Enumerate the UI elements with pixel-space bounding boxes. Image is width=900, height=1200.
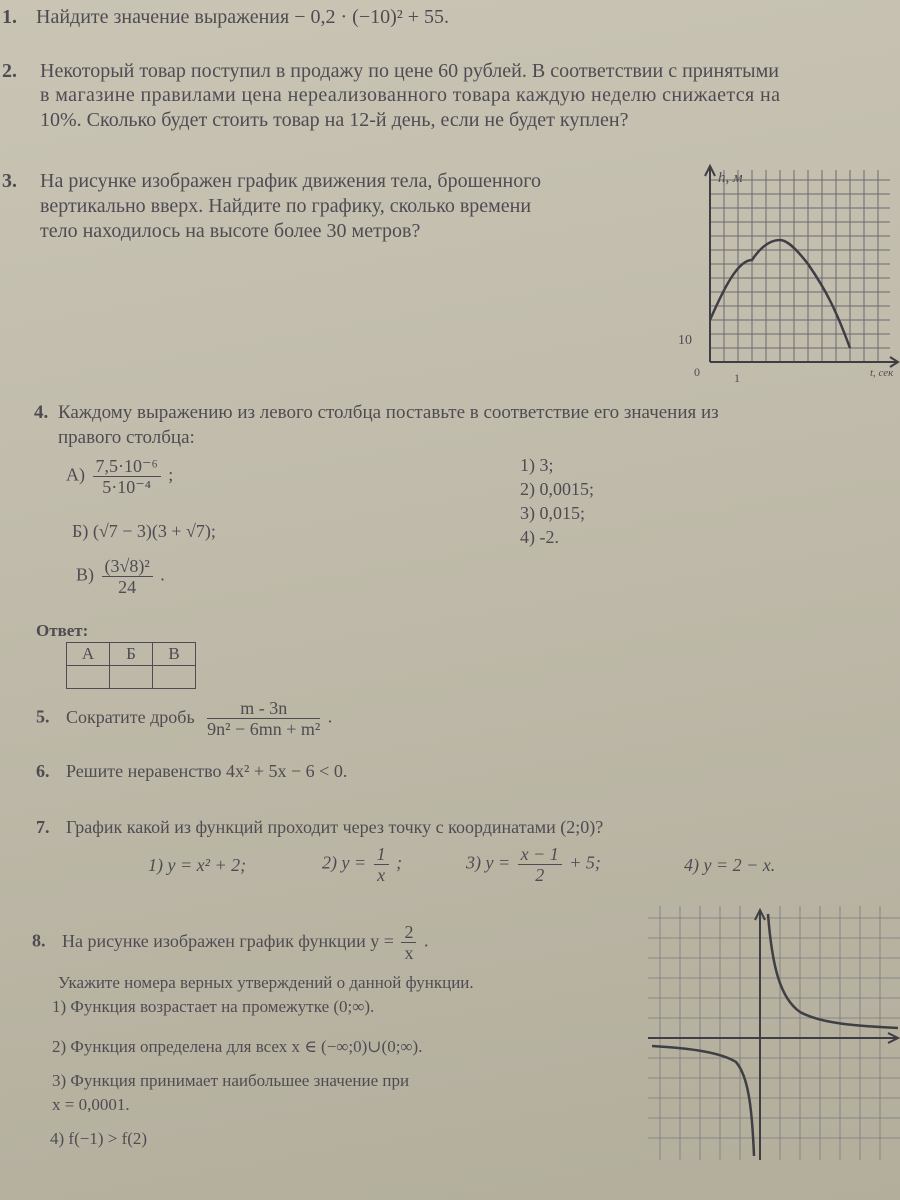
question-text: График какой из функций проходит через точку с координатами (2;0)?	[66, 817, 604, 837]
graph-axes	[648, 910, 898, 1160]
option-3: 3) 0,015;	[520, 503, 585, 523]
graph-x-label: t, сек	[870, 367, 894, 379]
graph-y-tick: 10	[678, 333, 692, 348]
graph-axes	[705, 166, 898, 367]
option-prefix: 2) y =	[322, 852, 367, 873]
expression-a	[66, 456, 173, 497]
question-number: 8.	[32, 930, 46, 951]
option-prefix: 3) y =	[466, 852, 511, 873]
option-end: + 5;	[569, 852, 601, 873]
fraction-numerator: m - 3n	[207, 698, 320, 719]
option-end: ;	[396, 852, 403, 873]
question-3	[2, 168, 17, 194]
question-text-line: вертикально вверх. Найдите по графику, сколько времени	[40, 195, 532, 217]
graph-origin: 0	[694, 365, 700, 379]
expression-label: А)	[66, 464, 85, 485]
fraction	[102, 556, 153, 597]
question-6	[36, 758, 347, 784]
expression-label: Б)	[72, 521, 89, 541]
option-2	[322, 844, 402, 885]
question-2	[2, 58, 17, 84]
option-4: 4) y = 2 − x.	[684, 855, 776, 875]
statement-line: Укажите номера верных утверждений о данной функции.	[58, 973, 474, 992]
option-3	[466, 844, 601, 885]
height-time-graph	[676, 160, 900, 385]
fraction-numerator: (3√8)²	[102, 556, 153, 577]
fraction-denominator: x	[404, 943, 414, 963]
question-text-line: правого столбца:	[58, 427, 195, 448]
question-text-line: тело находилось на высоте более 30 метров?	[40, 220, 421, 242]
option-1: 1) y = x² + 2;	[148, 855, 247, 875]
expression-end: .	[327, 706, 333, 727]
answer-header-c: В	[153, 643, 196, 666]
question-5	[36, 698, 332, 739]
option-4: 4) -2.	[520, 527, 559, 547]
fraction-denominator: 9n² − 6mn + m²	[207, 719, 321, 739]
expression-end: .	[160, 564, 165, 585]
question-number: 7.	[36, 817, 50, 837]
option-1: 1) 3;	[520, 455, 554, 475]
answer-cell-a[interactable]	[67, 666, 110, 689]
graph-x-tick: 1	[734, 371, 740, 385]
fraction-numerator: 7,5·10⁻⁶	[93, 456, 161, 477]
question-8	[32, 922, 428, 963]
option-2: 2) 0,0015;	[520, 479, 594, 499]
expression-label: В)	[76, 564, 94, 585]
hyperbola-graph	[648, 906, 900, 1160]
graph-grid	[710, 170, 890, 362]
question-text: Сократите дробь	[66, 706, 195, 727]
question-text-line: На рисунке изображен график движения тела, брошенного	[40, 170, 541, 192]
fraction	[518, 844, 562, 885]
question-number: 3.	[2, 170, 17, 192]
statement-line: 1) Функция возрастает на промежутке (0;∞).	[52, 997, 375, 1016]
question-1	[2, 4, 449, 30]
answer-cell-b[interactable]	[110, 666, 153, 689]
question-text: Найдите значение выражения − 0,2 · (−10)² + 55.	[36, 6, 450, 28]
statement-line: x = 0,0001.	[52, 1095, 130, 1114]
fraction	[207, 698, 320, 739]
graph-y-label: h, м	[718, 170, 743, 186]
expression-body: (√7 − 3)(3 + √7);	[92, 521, 216, 541]
statement-line: 3) Функция принимает наибольшее значение при	[52, 1071, 410, 1090]
fraction-denominator: x	[377, 865, 386, 885]
fraction-denominator: 5·10⁻⁴	[102, 477, 152, 497]
fraction-denominator: 24	[118, 577, 137, 597]
hyperbola-right-branch	[768, 914, 898, 1028]
question-number: 1.	[2, 6, 17, 28]
expression-end: .	[423, 930, 429, 951]
answer-label: Ответ:	[36, 621, 89, 640]
question-text-line: Каждому выражению из левого столбца поставьте в соответствие его значения из	[58, 402, 719, 423]
statement-line: 2) Функция определена для всех x ∈ (−∞;0)∪(0;∞).	[52, 1037, 423, 1056]
expression-end: ;	[168, 464, 174, 485]
question-text-line: в магазине правилами цена нереализованного товара каждую неделю снижается на	[40, 84, 781, 106]
fraction-denominator: 2	[535, 865, 545, 885]
graph-grid	[648, 906, 900, 1160]
question-text-line: Некоторый товар поступил в продажу по цене 60 рублей. В соответствии с принятыми	[40, 60, 779, 82]
fraction	[93, 456, 161, 497]
question-4	[34, 400, 48, 426]
fraction	[374, 844, 389, 885]
question-number: 5.	[36, 706, 50, 727]
statement-line: 4) f(−1) > f(2)	[50, 1129, 148, 1148]
fraction-numerator: 1	[374, 844, 389, 865]
answer-header-b: Б	[110, 643, 153, 666]
question-number: 4.	[34, 402, 49, 423]
answer-table	[66, 642, 196, 689]
question-text: На рисунке изображен график функции y =	[62, 930, 394, 951]
answer-header-a: А	[67, 643, 110, 666]
hyperbola-left-branch	[652, 1046, 754, 1156]
question-text-line: 10%. Сколько будет стоить товар на 12-й день, если не будет куплен?	[40, 109, 629, 131]
question-number: 6.	[36, 761, 50, 781]
expression-b	[72, 518, 216, 544]
fraction	[401, 922, 416, 963]
answer-cell-c[interactable]	[153, 666, 196, 689]
fraction-numerator: x − 1	[518, 844, 562, 865]
question-7	[36, 814, 603, 840]
fraction-numerator: 2	[401, 922, 416, 943]
expression-c	[76, 556, 165, 597]
question-number: 2.	[2, 60, 17, 82]
question-text: Решите неравенство 4x² + 5x − 6 < 0.	[66, 761, 348, 781]
